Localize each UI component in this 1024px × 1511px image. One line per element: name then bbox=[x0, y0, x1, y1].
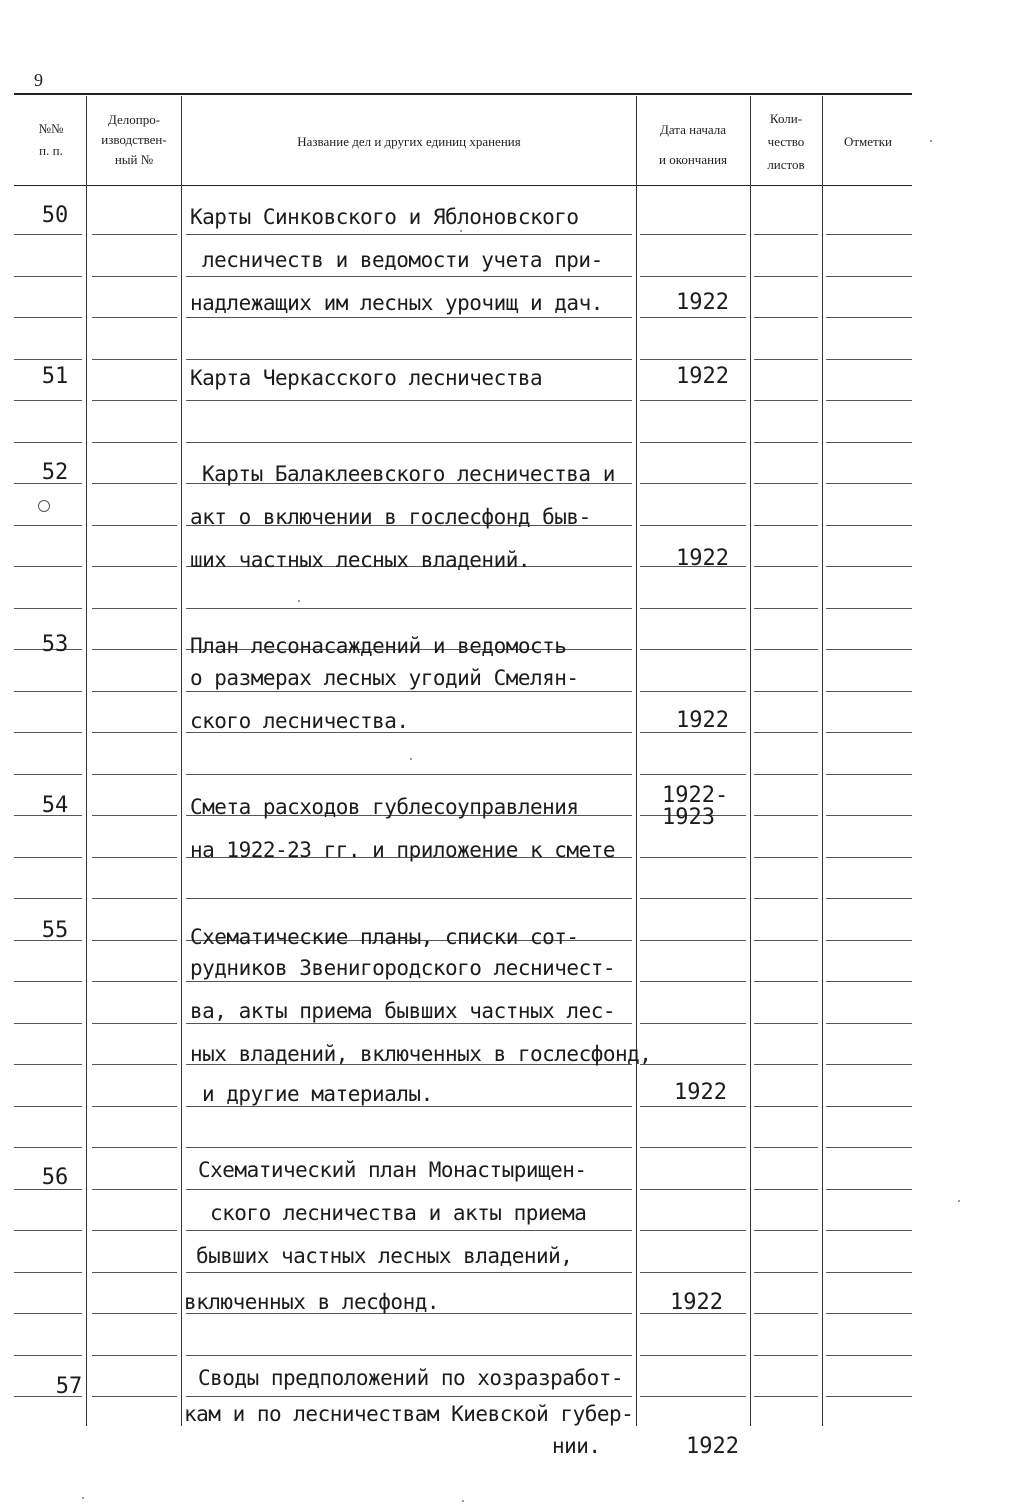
page-mark: 9 bbox=[34, 70, 43, 90]
ruled-line bbox=[826, 940, 912, 941]
row-title-line: лесничеств и ведомости учета при- bbox=[202, 248, 603, 272]
ruled-line bbox=[186, 1189, 632, 1190]
ruled-line bbox=[754, 566, 818, 567]
ruled-line bbox=[640, 525, 746, 526]
ruled-line bbox=[92, 234, 177, 235]
ruled-line bbox=[826, 1396, 912, 1397]
ruled-line bbox=[186, 1147, 632, 1148]
ruled-line bbox=[92, 774, 177, 775]
ruled-line bbox=[92, 608, 177, 609]
scan-speck bbox=[298, 600, 300, 602]
ruled-line bbox=[186, 317, 632, 318]
ruled-line bbox=[14, 400, 82, 401]
ruled-line bbox=[826, 815, 912, 816]
ruled-line bbox=[754, 1355, 818, 1356]
ruled-line bbox=[754, 774, 818, 775]
ruled-line bbox=[14, 1147, 82, 1148]
ruled-line bbox=[14, 566, 82, 567]
row-title-line: ского лесничества и акты приема bbox=[210, 1201, 587, 1225]
ruled-line bbox=[92, 525, 177, 526]
ruled-line bbox=[92, 1313, 177, 1314]
ruled-line bbox=[826, 898, 912, 899]
ruled-line bbox=[92, 317, 177, 318]
row-title-line: ского лесничества. bbox=[190, 709, 409, 733]
ruled-line bbox=[186, 608, 632, 609]
ruled-line bbox=[92, 815, 177, 816]
ruled-line bbox=[14, 1106, 82, 1107]
row-title-line: Схематические планы, списки сот- bbox=[190, 925, 579, 949]
ruled-line bbox=[92, 1023, 177, 1024]
ruled-line bbox=[640, 1189, 746, 1190]
row-number: 54 bbox=[41, 793, 69, 818]
row-number: 52 bbox=[41, 460, 69, 485]
ruled-line bbox=[640, 359, 746, 360]
col-divider-5 bbox=[822, 96, 823, 1426]
ruled-line bbox=[754, 857, 818, 858]
ruled-line bbox=[640, 234, 746, 235]
ruled-line bbox=[754, 1189, 818, 1190]
header-dates bbox=[638, 115, 748, 175]
ruled-line bbox=[754, 525, 818, 526]
ruled-line bbox=[826, 234, 912, 235]
ruled-line bbox=[826, 525, 912, 526]
row-title-line: бывших частных лесных владений, bbox=[196, 1244, 573, 1268]
row-title-line: надлежащих им лесных урочищ и дач. bbox=[190, 291, 603, 315]
ruled-line bbox=[826, 1272, 912, 1273]
row-title-line: Карты Синковского и Яблоновского bbox=[190, 205, 579, 229]
col-divider-2 bbox=[181, 96, 182, 1426]
header-office-line1: Делопро- bbox=[107, 112, 161, 127]
ruled-line bbox=[92, 1106, 177, 1107]
ruled-line bbox=[826, 566, 912, 567]
row-title-line: Карта Черкасского лесничества bbox=[190, 366, 543, 390]
ruled-line bbox=[754, 981, 818, 982]
ruled-line bbox=[640, 981, 746, 982]
row-date: 1922 bbox=[686, 1434, 739, 1459]
ruled-line bbox=[640, 400, 746, 401]
ruled-line bbox=[14, 276, 82, 277]
ruled-line bbox=[92, 359, 177, 360]
ruled-line bbox=[754, 732, 818, 733]
ruled-line bbox=[92, 1064, 177, 1065]
row-number: 56 bbox=[41, 1165, 69, 1190]
ruled-line bbox=[92, 857, 177, 858]
ruled-line bbox=[826, 276, 912, 277]
ruled-line bbox=[826, 1064, 912, 1065]
row-title-line: включенных в лесфонд. bbox=[184, 1290, 440, 1314]
ruled-line bbox=[754, 940, 818, 941]
ruled-line bbox=[92, 566, 177, 567]
row-title-line: Смета расходов гублесоуправления bbox=[190, 795, 579, 819]
row-date: 1922 bbox=[676, 708, 729, 733]
ruled-line bbox=[826, 1106, 912, 1107]
ruled-line bbox=[14, 359, 82, 360]
row-number: 51 bbox=[41, 364, 69, 389]
header-date-line1: Дата начала bbox=[659, 122, 727, 137]
row-number: 55 bbox=[41, 918, 69, 943]
ruled-line bbox=[186, 1272, 632, 1273]
ruled-line bbox=[826, 1230, 912, 1231]
header-count-line1: Коли- bbox=[769, 111, 803, 126]
row-date: 1922 bbox=[670, 1290, 723, 1315]
ruled-line bbox=[640, 1355, 746, 1356]
header-office-line3: ный № bbox=[114, 152, 154, 167]
ruled-line bbox=[754, 1396, 818, 1397]
ruled-line bbox=[754, 1230, 818, 1231]
row-title-line: кам и по лесничествам Киевской губер- bbox=[184, 1402, 634, 1426]
ruled-line bbox=[186, 1355, 632, 1356]
ruled-line bbox=[754, 608, 818, 609]
ruled-line bbox=[92, 898, 177, 899]
ruled-line bbox=[640, 1230, 746, 1231]
ruled-line bbox=[186, 691, 632, 692]
row-title-line: нии. bbox=[552, 1434, 601, 1458]
ruled-line bbox=[186, 1106, 632, 1107]
ruled-line bbox=[186, 1023, 632, 1024]
ruled-line bbox=[92, 276, 177, 277]
ruled-line bbox=[754, 691, 818, 692]
ruled-line bbox=[14, 1272, 82, 1273]
ruled-line bbox=[92, 1355, 177, 1356]
header-count-line3: листов bbox=[767, 157, 805, 172]
ruled-line bbox=[92, 940, 177, 941]
ruled-line bbox=[754, 234, 818, 235]
header-notes: Отметки bbox=[843, 134, 893, 149]
ruled-line bbox=[826, 857, 912, 858]
ruled-line bbox=[14, 1313, 82, 1314]
ruled-line bbox=[186, 276, 632, 277]
col-divider-1 bbox=[86, 96, 87, 1426]
scan-speck bbox=[410, 758, 412, 760]
ruled-line bbox=[640, 276, 746, 277]
row-date-end: 1923 bbox=[662, 805, 715, 830]
ruled-line bbox=[186, 400, 632, 401]
col-divider-4 bbox=[750, 96, 751, 1426]
ruled-line bbox=[92, 1272, 177, 1273]
ruled-line bbox=[826, 442, 912, 443]
ruled-line bbox=[640, 1106, 746, 1107]
ruled-line bbox=[640, 940, 746, 941]
ruled-line bbox=[14, 1064, 82, 1065]
ruled-line bbox=[754, 1064, 818, 1065]
ruled-line bbox=[186, 1396, 632, 1397]
ruled-line bbox=[92, 981, 177, 982]
ruled-line bbox=[826, 1147, 912, 1148]
row-title-line: Схематический план Монастырищен- bbox=[198, 1158, 587, 1182]
ruled-line bbox=[186, 898, 632, 899]
ruled-line bbox=[826, 359, 912, 360]
row-title-line: План лесонасаждений и ведомость bbox=[190, 634, 567, 658]
ruled-line bbox=[640, 317, 746, 318]
header-num-line2: п. п. bbox=[39, 143, 63, 158]
scan-speck bbox=[82, 1497, 84, 1499]
row-date: 1922 bbox=[676, 546, 729, 571]
ruled-line bbox=[754, 276, 818, 277]
scan-speck bbox=[38, 500, 50, 512]
header-office-no bbox=[88, 110, 180, 170]
ruled-line bbox=[92, 1189, 177, 1190]
ruled-line bbox=[14, 857, 82, 858]
ruled-line bbox=[754, 483, 818, 484]
ruled-line bbox=[14, 981, 82, 982]
ruled-line bbox=[754, 1106, 818, 1107]
ruled-line bbox=[640, 1396, 746, 1397]
ruled-line bbox=[826, 981, 912, 982]
ruled-line bbox=[640, 774, 746, 775]
ruled-line bbox=[14, 317, 82, 318]
ruled-line bbox=[14, 898, 82, 899]
row-title-line: рудников Звенигородского лесничест- bbox=[190, 956, 616, 980]
ruled-line bbox=[754, 1147, 818, 1148]
ruled-line bbox=[640, 1272, 746, 1273]
ruled-line bbox=[826, 732, 912, 733]
ruled-line bbox=[826, 1355, 912, 1356]
ruled-line bbox=[14, 774, 82, 775]
ruled-line bbox=[640, 483, 746, 484]
ruled-line bbox=[640, 608, 746, 609]
row-date: 1922 bbox=[676, 364, 729, 389]
row-title-line: ва, акты приема бывших частных лес- bbox=[190, 999, 616, 1023]
ruled-line bbox=[826, 774, 912, 775]
ruled-line bbox=[640, 1147, 746, 1148]
scan-speck bbox=[958, 1200, 960, 1202]
header-title: Название дел и других единиц хранения bbox=[297, 134, 521, 149]
ruled-line bbox=[754, 1313, 818, 1314]
ruled-line bbox=[14, 234, 82, 235]
ruled-line bbox=[826, 317, 912, 318]
row-title-line: о размерах лесных угодий Смелян- bbox=[190, 666, 579, 690]
ruled-line bbox=[826, 608, 912, 609]
ruled-line bbox=[640, 442, 746, 443]
row-date: 1922 bbox=[676, 290, 729, 315]
ruled-line bbox=[640, 1064, 746, 1065]
ruled-line bbox=[826, 1023, 912, 1024]
row-title-line: и другие материалы. bbox=[202, 1082, 433, 1106]
col-divider-3 bbox=[636, 96, 637, 1426]
ruled-line bbox=[754, 359, 818, 360]
ruled-line bbox=[186, 774, 632, 775]
row-title-line: акт о включении в гослесфонд быв- bbox=[190, 505, 591, 529]
ruled-line bbox=[640, 857, 746, 858]
ruled-line bbox=[14, 525, 82, 526]
row-number: 57 bbox=[55, 1374, 83, 1399]
ruled-line bbox=[826, 483, 912, 484]
ruled-line bbox=[754, 815, 818, 816]
ruled-line bbox=[826, 649, 912, 650]
scan-speck bbox=[460, 230, 462, 232]
ruled-line bbox=[640, 649, 746, 650]
ruled-line bbox=[754, 442, 818, 443]
ruled-line bbox=[92, 1230, 177, 1231]
ruled-line bbox=[754, 317, 818, 318]
row-number: 53 bbox=[41, 632, 69, 657]
ruled-line bbox=[754, 1272, 818, 1273]
ruled-line bbox=[640, 1023, 746, 1024]
ruled-line bbox=[92, 1396, 177, 1397]
ruled-line bbox=[826, 400, 912, 401]
row-number: 50 bbox=[41, 203, 69, 228]
ruled-line bbox=[14, 1355, 82, 1356]
scan-speck bbox=[462, 1500, 464, 1502]
ruled-line bbox=[92, 483, 177, 484]
header-bottom-rule bbox=[14, 185, 912, 186]
ruled-line bbox=[92, 732, 177, 733]
ruled-line bbox=[754, 649, 818, 650]
ruled-line bbox=[14, 442, 82, 443]
header-num bbox=[20, 118, 82, 162]
row-date: 1922 bbox=[674, 1080, 727, 1105]
ruled-line bbox=[186, 234, 632, 235]
header-num-line1: №№ bbox=[38, 121, 64, 136]
ruled-line bbox=[186, 1230, 632, 1231]
row-title-line: ших частных лесных владений. bbox=[190, 548, 531, 572]
ruled-line bbox=[640, 691, 746, 692]
ruled-line bbox=[754, 400, 818, 401]
ruled-line bbox=[92, 400, 177, 401]
scan-speck bbox=[930, 140, 932, 142]
ruled-line bbox=[92, 691, 177, 692]
ruled-line bbox=[14, 732, 82, 733]
row-title-line: Карты Балаклеевского лесничества и bbox=[202, 462, 615, 486]
ruled-line bbox=[92, 649, 177, 650]
ruled-line bbox=[754, 898, 818, 899]
ruled-line bbox=[92, 1147, 177, 1148]
ruled-line bbox=[826, 1313, 912, 1314]
header-top-rule bbox=[14, 93, 912, 95]
ruled-line bbox=[186, 442, 632, 443]
ruled-line bbox=[826, 691, 912, 692]
ruled-line bbox=[640, 898, 746, 899]
ruled-line bbox=[14, 608, 82, 609]
ruled-line bbox=[14, 691, 82, 692]
row-title-line: ных владений, включенных в гослесфонд, bbox=[190, 1042, 652, 1066]
header-count-line2: чество bbox=[767, 134, 805, 149]
ruled-line bbox=[186, 359, 632, 360]
ruled-line bbox=[754, 1023, 818, 1024]
header-date-line2: и окончания bbox=[658, 152, 728, 167]
row-title-line: на 1922-23 гг. и приложение к смете bbox=[190, 838, 616, 862]
ruled-line bbox=[14, 1230, 82, 1231]
ruled-line bbox=[92, 442, 177, 443]
ruled-line bbox=[186, 981, 632, 982]
row-title-line: Своды предположений по хозразработ- bbox=[198, 1366, 624, 1390]
header-count bbox=[752, 107, 820, 176]
ruled-line bbox=[14, 1023, 82, 1024]
row-date: 1922- bbox=[662, 783, 729, 808]
header-office-line2: изводствен- bbox=[101, 132, 167, 147]
ruled-line bbox=[826, 1189, 912, 1190]
